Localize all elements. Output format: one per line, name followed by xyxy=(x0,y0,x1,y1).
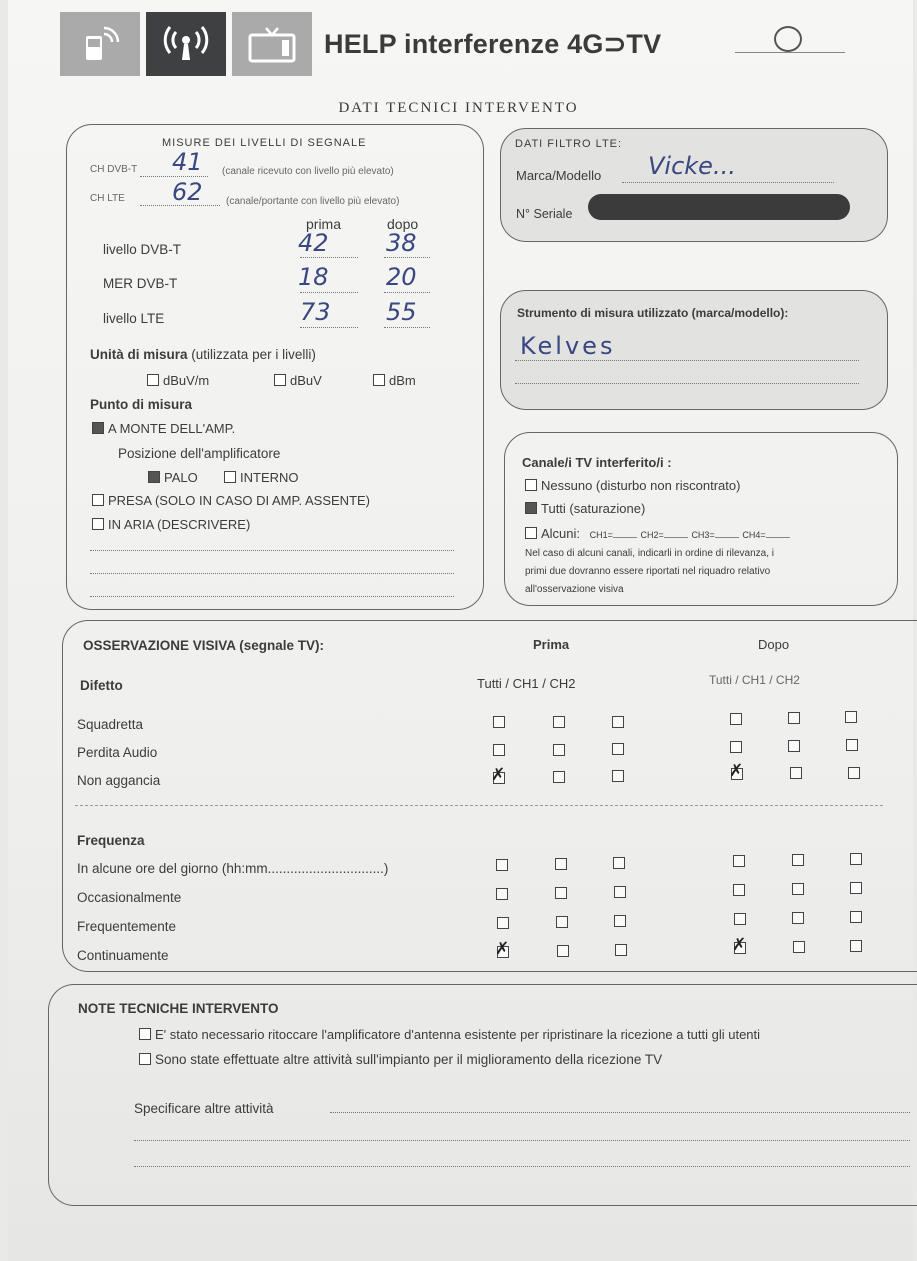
specificare-line-3[interactable] xyxy=(134,1166,910,1167)
header xyxy=(60,12,661,76)
page-title: HELP interferenze 4G⊃TV xyxy=(324,28,662,59)
option-label: INTERNO xyxy=(240,470,299,485)
ch-lte-value[interactable]: 62 xyxy=(172,178,203,206)
livello-lte-dopo[interactable]: 55 xyxy=(386,298,417,326)
redaction-bar xyxy=(588,194,850,220)
aggancia-prima-tutti[interactable] xyxy=(493,772,505,784)
col-dopo: dopo xyxy=(387,216,419,232)
mer-dvbt-dopo[interactable]: 20 xyxy=(386,263,417,291)
field-line xyxy=(384,257,430,258)
audio-prima-tutti[interactable] xyxy=(493,744,505,756)
tv-icon xyxy=(232,12,312,76)
note-option-2[interactable] xyxy=(139,1052,662,1067)
option-label: dBm xyxy=(389,373,416,388)
checkbox-icon[interactable] xyxy=(92,518,104,530)
alcuni-option[interactable] xyxy=(525,526,790,541)
marca-value[interactable]: Vicke... xyxy=(648,152,736,180)
ore-prima-ch1[interactable] xyxy=(555,858,567,870)
specificare-label: Specificare altre attività xyxy=(134,1101,274,1116)
option-label: Tutti (saturazione) xyxy=(541,501,646,516)
note-box xyxy=(48,984,917,1206)
field-line xyxy=(300,292,358,293)
col-prima: prima xyxy=(306,216,342,232)
occasionalmente-dopo-ch1[interactable] xyxy=(792,883,804,895)
checkbox-icon[interactable] xyxy=(373,374,385,386)
row-label: MER DVB-T xyxy=(103,276,178,291)
continuamente-prima-ch1[interactable] xyxy=(557,945,569,957)
unita-option-dbuv[interactable] xyxy=(274,373,322,388)
antenna-signal-icon xyxy=(146,12,226,76)
ch-dvbt-label: CH DVB-T xyxy=(90,164,138,175)
checkbox-icon[interactable] xyxy=(92,494,104,506)
continuamente-prima-ch2[interactable] xyxy=(615,944,627,956)
dopo-columns: Tutti / CH1 / CH2 xyxy=(709,673,800,687)
note-heading: NOTE TECNICHE INTERVENTO xyxy=(78,1001,279,1016)
occasionalmente-prima-ch2[interactable] xyxy=(614,886,626,898)
ore-dopo-ch1[interactable] xyxy=(792,854,804,866)
note-option-1[interactable] xyxy=(139,1027,760,1042)
aria-line-1[interactable] xyxy=(90,550,454,551)
canale-label: Canale/i TV interferito/i : xyxy=(522,455,672,470)
field-line xyxy=(384,292,430,293)
canale-note-2: primi due dovranno essere riportati nel riquadro relativo xyxy=(525,566,771,577)
mer-dvbt-prima[interactable]: 18 xyxy=(298,263,329,291)
tutti-option[interactable] xyxy=(525,501,645,516)
option-label: Sono state effettuate altre attività sull'impianto per il miglioramento della ricezione TV xyxy=(155,1052,663,1067)
frequenza-heading: Frequenza xyxy=(77,833,145,848)
unita-row xyxy=(90,347,316,362)
occasionalmente-prima-ch1[interactable] xyxy=(555,887,567,899)
strumento-value[interactable]: Kelves xyxy=(520,332,616,360)
ch-dvbt-value[interactable]: 41 xyxy=(172,148,203,176)
option-label: E' stato necessario ritoccare l'amplificatore d'antenna esistente per ripristinare la ricezione a tutti gli utenti xyxy=(155,1027,761,1042)
strumento-line-2 xyxy=(515,383,859,384)
ch2-label: CH2= xyxy=(640,530,664,540)
aggancia-prima-ch1[interactable] xyxy=(553,771,565,783)
difetto-heading: Difetto xyxy=(80,678,123,693)
checkbox-icon[interactable] xyxy=(147,374,159,386)
seriale-label: N° Seriale xyxy=(516,207,573,221)
checkbox-checked-icon[interactable] xyxy=(92,422,104,434)
ch2-field[interactable] xyxy=(664,537,688,538)
unita-option-dbuvm[interactable] xyxy=(147,373,209,388)
ch4-field[interactable] xyxy=(766,537,790,538)
checkbox-icon[interactable] xyxy=(224,471,236,483)
ch-lte-note: (canale/portante con livello più elevato) xyxy=(226,196,400,207)
checkbox-checked-icon[interactable] xyxy=(525,502,537,514)
livello-dvbt-prima[interactable]: 42 xyxy=(298,229,329,257)
frequentemente-prima-tutti[interactable] xyxy=(497,917,509,929)
audio-prima-ch2[interactable] xyxy=(612,743,624,755)
canale-note-1: Nel caso di alcuni canali, indicarli in ordine di rilevanza, i xyxy=(525,548,775,559)
audio-dopo-ch2[interactable] xyxy=(846,739,858,751)
ch1-field[interactable] xyxy=(613,537,637,538)
audio-prima-ch1[interactable] xyxy=(553,744,565,756)
freq-label: In alcune ore del giorno (hh:mm...............................) xyxy=(77,861,389,876)
frequentemente-dopo-ch1[interactable] xyxy=(792,912,804,924)
audio-dopo-ch1[interactable] xyxy=(788,740,800,752)
squadretta-dopo-tutti[interactable] xyxy=(730,713,742,725)
continuamente-dopo-ch1[interactable] xyxy=(793,941,805,953)
option-label: dBuV xyxy=(290,373,322,388)
ore-dopo-tutti[interactable] xyxy=(733,855,745,867)
continuamente-dopo-tutti[interactable] xyxy=(734,942,746,954)
punto-label: Punto di misura xyxy=(90,397,193,412)
livello-lte-prima[interactable]: 73 xyxy=(300,298,331,326)
checkbox-checked-icon[interactable] xyxy=(148,471,160,483)
difetto-label: Non aggancia xyxy=(77,773,161,788)
signature-line xyxy=(735,52,845,53)
ch-dvbt-note: (canale ricevuto con livello più elevato) xyxy=(222,166,394,177)
frequentemente-dopo-ch2[interactable] xyxy=(850,911,862,923)
option-label: PRESA (SOLO IN CASO DI AMP. ASSENTE) xyxy=(108,493,371,508)
aggancia-dopo-ch1[interactable] xyxy=(790,767,802,779)
squadretta-dopo-ch2[interactable] xyxy=(845,711,857,723)
specificare-line-1[interactable] xyxy=(330,1112,910,1113)
freq-label: Occasionalmente xyxy=(77,890,182,905)
occasionalmente-dopo-ch2[interactable] xyxy=(850,882,862,894)
section-title: DATI TECNICI INTERVENTO xyxy=(338,100,579,116)
row-label: livello DVB-T xyxy=(103,242,182,257)
option-label: Nessuno (disturbo non riscontrato) xyxy=(541,478,741,493)
aggancia-prima-ch2[interactable] xyxy=(612,770,624,782)
posizione-label: Posizione dell'amplificatore xyxy=(118,446,281,461)
ch4-label: CH4= xyxy=(742,530,766,540)
aria-line-3[interactable] xyxy=(90,596,454,597)
ch1-label: CH1= xyxy=(589,530,613,540)
specificare-line-2[interactable] xyxy=(134,1140,910,1141)
ore-prima-tutti[interactable] xyxy=(496,859,508,871)
aggancia-dopo-ch2[interactable] xyxy=(848,767,860,779)
option-label: PALO xyxy=(164,470,198,485)
prima-heading: Prima xyxy=(533,637,570,652)
filtro-heading: DATI FILTRO LTE: xyxy=(515,138,623,150)
presa-option[interactable] xyxy=(92,493,370,508)
ch-dvbt-line xyxy=(140,176,208,177)
squadretta-dopo-ch1[interactable] xyxy=(788,712,800,724)
ch-lte-label: CH LTE xyxy=(90,193,125,204)
monte-option[interactable] xyxy=(92,421,235,436)
interno-option[interactable] xyxy=(224,470,299,485)
option-label: Alcuni: xyxy=(541,526,581,541)
misure-heading: MISURE DEI LIVELLI DI SEGNALE xyxy=(162,137,367,149)
freq-label: Continuamente xyxy=(77,948,169,963)
option-label: dBuV/m xyxy=(163,373,210,388)
checkbox-icon[interactable] xyxy=(525,527,537,539)
field-line xyxy=(384,327,430,328)
row-label: livello LTE xyxy=(103,311,165,326)
divider xyxy=(75,805,883,806)
ch3-label: CH3= xyxy=(691,530,715,540)
unita-note: (utilizzata per i livelli) xyxy=(191,347,316,362)
stamp-icon xyxy=(774,26,802,52)
ore-prima-ch2[interactable] xyxy=(613,857,625,869)
difetto-label: Perdita Audio xyxy=(77,745,158,760)
livello-dvbt-dopo[interactable]: 38 xyxy=(386,229,417,257)
frequentemente-dopo-tutti[interactable] xyxy=(734,913,746,925)
checkbox-icon[interactable] xyxy=(274,374,286,386)
checkbox-icon[interactable] xyxy=(525,479,537,491)
dopo-heading: Dopo xyxy=(758,637,790,652)
occasionalmente-dopo-tutti[interactable] xyxy=(733,884,745,896)
unita-label: Unità di misura xyxy=(90,347,188,362)
continuamente-dopo-ch2[interactable] xyxy=(850,940,862,952)
occasionalmente-prima-tutti[interactable] xyxy=(496,888,508,900)
mobile-phone-icon xyxy=(60,12,140,76)
osservazione-heading: OSSERVAZIONE VISIVA (segnale TV): xyxy=(83,638,325,653)
squadretta-prima-tutti[interactable] xyxy=(493,716,505,728)
field-line xyxy=(300,327,358,328)
aria-option[interactable] xyxy=(92,517,250,532)
frequentemente-prima-ch2[interactable] xyxy=(614,915,626,927)
checkbox-icon[interactable] xyxy=(139,1053,151,1065)
nessuno-option[interactable] xyxy=(525,478,740,493)
canale-note-3: all'osservazione visiva xyxy=(525,584,624,595)
palo-option[interactable] xyxy=(148,470,198,485)
checkbox-icon[interactable] xyxy=(139,1028,151,1040)
option-label: IN ARIA (DESCRIVERE) xyxy=(108,517,251,532)
marca-label: Marca/Modello xyxy=(516,168,602,183)
continuamente-prima-tutti[interactable] xyxy=(497,946,509,958)
squadretta-prima-ch1[interactable] xyxy=(553,716,565,728)
freq-label: Frequentemente xyxy=(77,919,177,934)
difetto-label: Squadretta xyxy=(77,717,144,732)
marca-line xyxy=(622,182,834,183)
field-line xyxy=(300,257,358,258)
frequentemente-prima-ch1[interactable] xyxy=(556,916,568,928)
option-label: A MONTE DELL'AMP. xyxy=(108,421,236,436)
squadretta-prima-ch2[interactable] xyxy=(612,716,624,728)
audio-dopo-tutti[interactable] xyxy=(730,741,742,753)
unita-option-dbm[interactable] xyxy=(373,373,416,388)
ch3-field[interactable] xyxy=(715,537,739,538)
aggancia-dopo-tutti[interactable] xyxy=(731,768,743,780)
prima-columns: Tutti / CH1 / CH2 xyxy=(477,676,576,691)
aria-line-2[interactable] xyxy=(90,573,454,574)
strumento-label: Strumento di misura utilizzato (marca/modello): xyxy=(517,306,789,320)
strumento-line-1 xyxy=(515,360,859,361)
ore-dopo-ch2[interactable] xyxy=(850,853,862,865)
